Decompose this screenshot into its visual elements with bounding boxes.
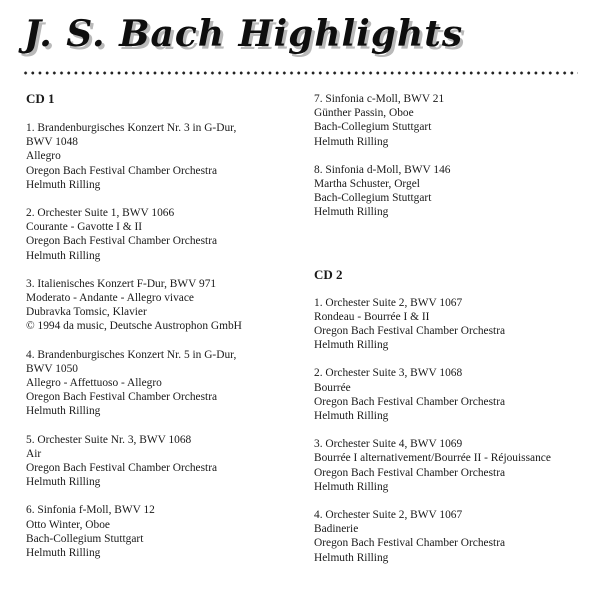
track-entry	[314, 508, 594, 565]
track-line: 1. Brandenburgisches Konzert Nr. 3 in G-Dur,	[26, 122, 237, 134]
cd2-track-list	[314, 296, 594, 565]
track-entry	[314, 92, 594, 149]
track-entry	[314, 296, 594, 353]
track-line: Oregon Bach Festival Chamber Orchestra	[314, 537, 506, 550]
track-line: 2. Orchester Suite 1, BWV 1066	[26, 207, 175, 220]
track-line: Bach-Collegium Stuttgart	[314, 192, 432, 205]
track-line: Allegro	[26, 150, 61, 163]
cd2-heading: CD 2	[314, 266, 343, 282]
track-line: 3. Orchester Suite 4, BWV 1069	[314, 438, 463, 451]
track-line: 2. Orchester Suite 3, BWV 1068	[314, 367, 463, 380]
track-line: Otto Winter, Oboe	[26, 518, 110, 531]
track-line: 7. Sinfonia c-Moll, BWV 21	[314, 93, 445, 105]
track-line: Helmuth Rilling	[26, 405, 101, 418]
track-entry	[26, 503, 296, 560]
track-line: Bourrée	[314, 381, 351, 394]
track-entry	[26, 348, 296, 419]
track-line: 4. Orchester Suite 2, BWV 1067	[314, 509, 463, 522]
track-line: BWV 1048	[26, 136, 78, 149]
track-line: BWV 1050	[26, 362, 78, 375]
track-entry	[314, 366, 594, 423]
track-line: Oregon Bach Festival Chamber Orchestra	[26, 164, 218, 177]
column-gap	[314, 234, 594, 268]
track-line: 1. Orchester Suite 2, BWV 1067	[314, 296, 463, 309]
track-line: Bach-Collegium Stuttgart	[26, 532, 144, 545]
track-line: Helmuth Rilling	[26, 249, 101, 262]
cd1-track-list-left	[26, 121, 296, 560]
track-line: Courante - Gavotte I & II	[26, 221, 143, 234]
track-line: Air	[26, 447, 42, 460]
track-line: 8. Sinfonia d-Moll, BWV 146	[314, 163, 451, 176]
track-entry	[26, 277, 296, 334]
track-line: Bourrée I alternativement/Bourrée II - Réjouissance	[314, 452, 551, 465]
cd1-track-list-right	[314, 92, 594, 220]
track-line: Martha Schuster, Orgel	[314, 178, 420, 191]
track-line: Helmuth Rilling	[26, 547, 101, 560]
track-line: Helmuth Rilling	[314, 551, 389, 564]
page-title: J. S. Bach Highlights	[24, 13, 464, 55]
track-line: 3. Italienisches Konzert F-Dur, BWV 971	[26, 277, 217, 290]
track-line: Rondeau - Bourrée I & II	[314, 310, 430, 323]
track-line: 6. Sinfonia f-Moll, BWV 12	[26, 504, 155, 517]
track-line: Moderato - Andante - Allegro vivace	[26, 292, 194, 305]
track-line: Badinerie	[314, 523, 359, 536]
track-line: 4. Brandenburgisches Konzert Nr. 5 in G-Dur,	[26, 348, 237, 361]
track-line: Günther Passin, Oboe	[314, 107, 414, 120]
track-entry	[26, 121, 296, 192]
track-line: Helmuth Rilling	[314, 410, 389, 423]
track-line: Helmuth Rilling	[314, 480, 389, 493]
track-line: Dubravka Tomsic, Klavier	[26, 306, 147, 319]
cd1-heading: CD 1	[26, 91, 55, 106]
track-line: Helmuth Rilling	[314, 339, 389, 352]
dotted-divider	[22, 70, 578, 76]
track-line: © 1994 da music, Deutsche Austrophon GmbH	[26, 320, 242, 333]
track-entry	[314, 163, 594, 220]
track-line: Helmuth Rilling	[314, 135, 389, 148]
track-line: Oregon Bach Festival Chamber Orchestra	[26, 235, 218, 248]
track-line: Oregon Bach Festival Chamber Orchestra	[314, 466, 506, 479]
track-line: Allegro - Affettuoso - Allegro	[26, 377, 162, 390]
track-line: Oregon Bach Festival Chamber Orchestra	[26, 391, 218, 404]
right-column	[314, 92, 594, 579]
track-entry	[26, 206, 296, 263]
track-line: Oregon Bach Festival Chamber Orchestra	[26, 462, 218, 475]
track-line: Helmuth Rilling	[26, 178, 101, 191]
left-column	[26, 92, 296, 574]
track-line: Oregon Bach Festival Chamber Orchestra	[314, 395, 506, 408]
track-line: Bach-Collegium Stuttgart	[314, 121, 432, 134]
track-line: Helmuth Rilling	[314, 206, 389, 219]
track-line: 5. Orchester Suite Nr. 3, BWV 1068	[26, 433, 192, 446]
track-line: Helmuth Rilling	[26, 476, 101, 489]
track-line: Oregon Bach Festival Chamber Orchestra	[314, 325, 506, 338]
track-entry	[314, 437, 594, 494]
track-entry	[26, 433, 296, 490]
